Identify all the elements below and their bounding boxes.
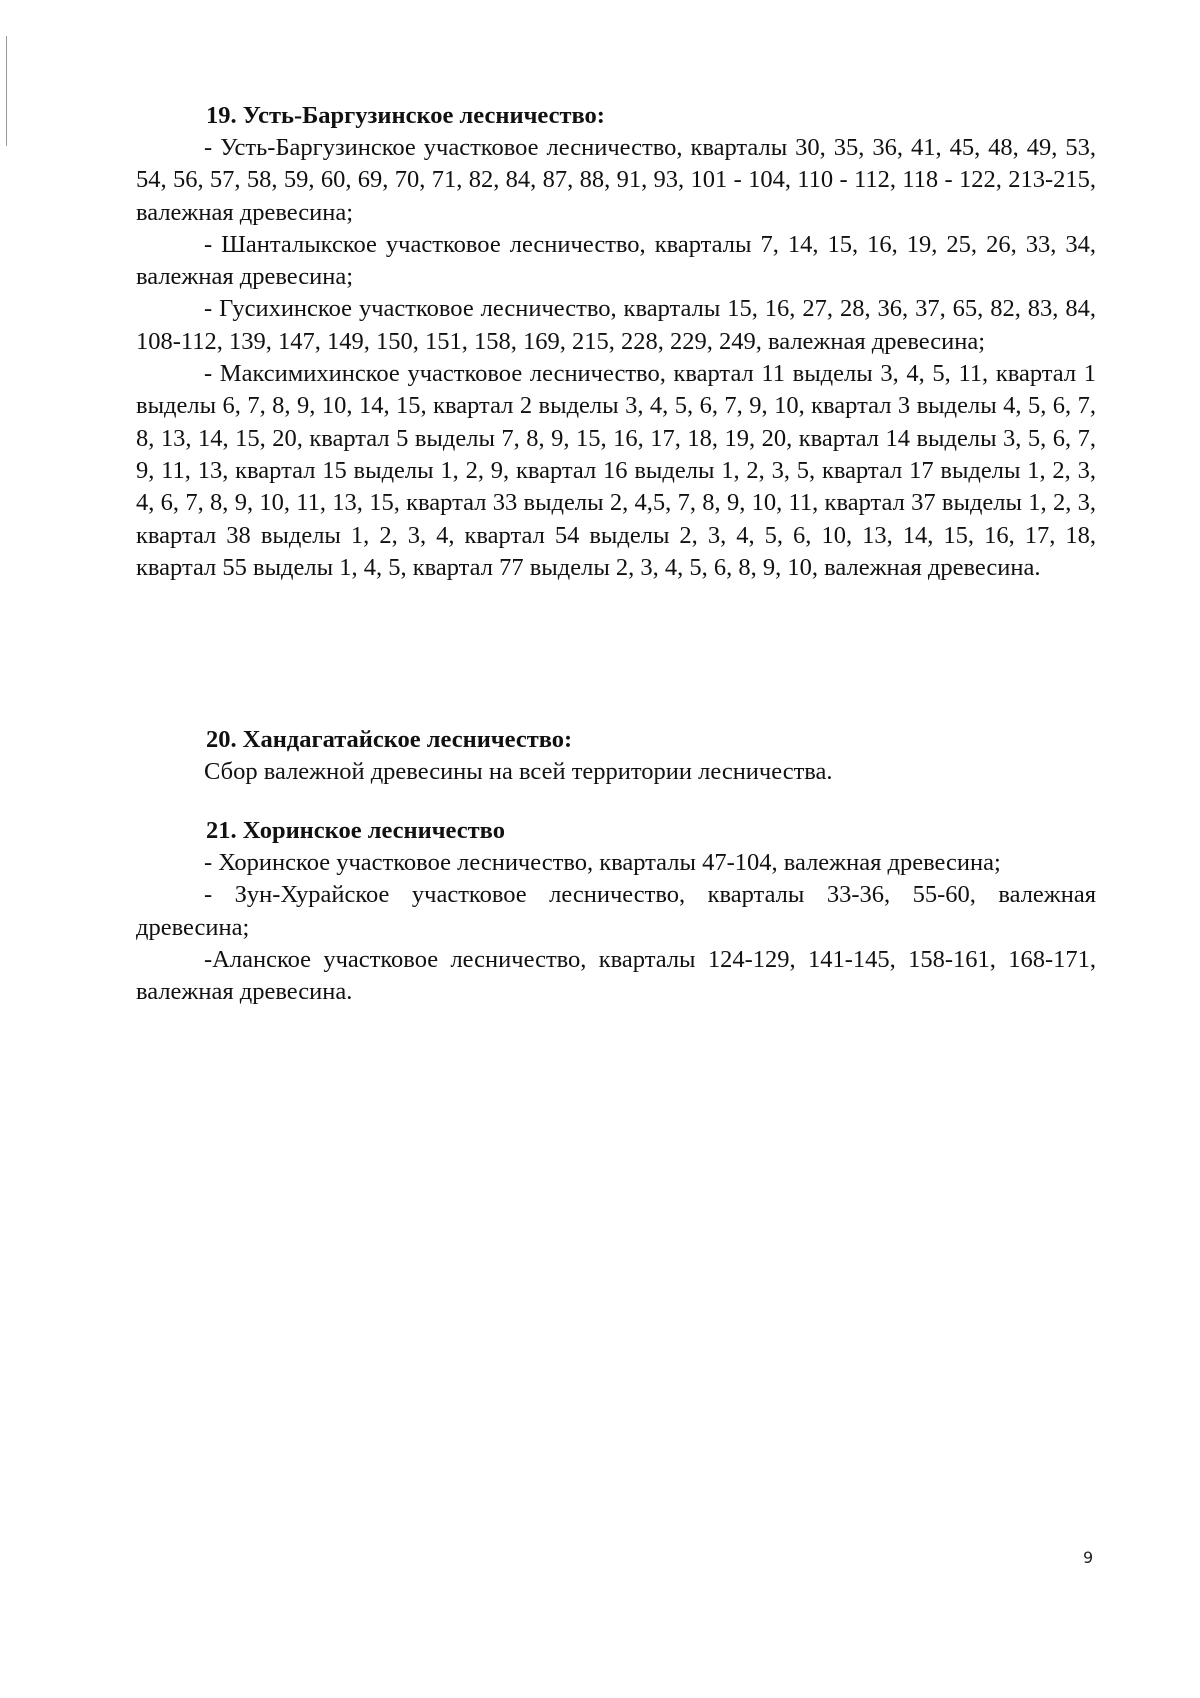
list-item: - Максимихинское участковое лесничество, квартал 11 выделы 3, 4, 5, 11, квартал 1 выделы 6, 7, 8, 9, 10, 14, 15, квартал 2 выделы 3, 4, 5, 6, 7, 9, 10, квартал 3 выделы 4, 5, 6, 7, 8, 13, 14, 15, 20, квартал 5 выделы 7, 8, 9, 15, 16, 17, 18, 19, 20, квартал 14 выделы 3, 5, 6, 7, 9, 11, 13, квартал 15 выделы 1, 2, 9, квартал 16 выделы 1, 2, 3, 5, квартал 17 выделы 1, 2, 3, 4, 6, 7, 8, 9, 10, 11, 13, 15, квартал 33 выделы 2, 4,5, 7, 8, 9, 10, 11, квартал 37 выделы 1, 2, 3, квартал 38 выделы 1, 2, 3, 4, квартал 54 выделы 2, 3, 4, 5, 6, 10, 13, 14, 15, 16, 17, 18, квартал 55 выделы 1, 4, 5, квартал 77 выделы 2, 3, 4, 5, 6, 8, 9, 10, валежная древесина. — [136, 360, 1096, 581]
section-ust-barguzin — [136, 100, 1096, 584]
list-item: - Усть-Баргузинское участковое лесничество, кварталы 30, 35, 36, 41, 45, 48, 49, 53, 54, 56, 57, 58, 59, 60, 69, 70, 71, 82, 84, 87, 88, 91, 93, 101 - 104, 110 - 112, 118 - 122, 213-215, валежная древесина; — [136, 134, 1096, 226]
list-item: - Зун-Хурайское участковое лесничество, кварталы 33-36, 55-60, валежная древесина; — [136, 881, 1096, 941]
list-item: - Хоринское участковое лесничество, кварталы 47-104, валежная древесина; — [204, 849, 1001, 876]
section-khorinsk — [136, 815, 1096, 1008]
list-item: -Аланское участковое лесничество, кварталы 124-129, 141-145, 158-161, 168-171, валежная древесина. — [136, 945, 1096, 1006]
list-item: - Шанталыкское участковое лесничество, кварталы 7, 14, 15, 16, 19, 25, 26, 33, 34, валежная древесина; — [136, 230, 1096, 291]
section-heading: 19. Усть-Баргузинское лесничество: — [206, 102, 605, 129]
list-item: - Гусихинское участковое лесничество, кварталы 15, 16, 27, 28, 36, 37, 65, 82, 83, 84, 108-112, 139, 147, 149, 150, 151, 158, 169, 215, 228, 229, 249, валежная древесина; — [136, 295, 1096, 355]
section-heading: 21. Хоринское лесничество — [206, 817, 505, 844]
section-heading: 20. Хандагатайское лесничество: — [206, 726, 573, 753]
section-khandagatai — [136, 724, 1096, 788]
page-number: 9 — [1083, 1548, 1094, 1567]
list-item: Сбор валежной древесины на всей территории лесничества. — [204, 758, 833, 785]
